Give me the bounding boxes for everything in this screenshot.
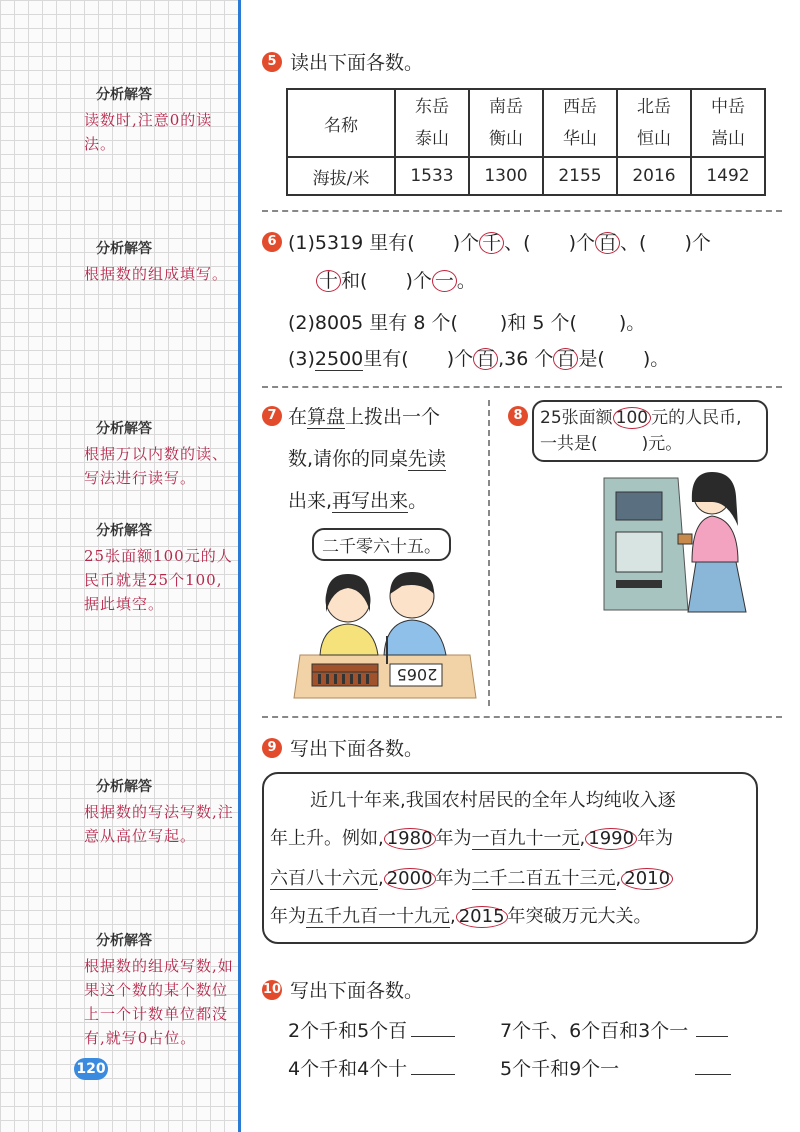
q7-line-2: 数,请你的同桌先读	[288, 448, 447, 470]
tip-title: 分析解答	[96, 241, 152, 257]
height-cell: 1492	[691, 157, 765, 195]
q5-title: 读出下面各数。	[290, 52, 424, 74]
tip-text: 读数时,注意0的读法。	[84, 111, 213, 153]
question-number: 10	[262, 980, 282, 1000]
tip-6	[84, 930, 234, 1050]
atm-woman-illustration	[600, 462, 750, 614]
divider	[262, 210, 782, 212]
tip-3	[84, 418, 234, 490]
q10-item: 7个千、6个百和3个一	[500, 1016, 728, 1043]
tip-title: 分析解答	[96, 421, 152, 437]
q6-line-1b: 十 和( )个 一 。	[316, 266, 476, 293]
divider	[262, 386, 782, 388]
tip-2	[84, 238, 234, 286]
tip-title: 分析解答	[96, 87, 152, 103]
q6-line-3: (3)2500里有( )个 百 ,36 个 百 是( )。	[288, 348, 670, 370]
vertical-divider	[488, 400, 490, 706]
mountain-cell: 中岳 嵩山	[691, 89, 765, 157]
written-number-card: 2065	[396, 665, 438, 684]
mountain-cell: 西岳 华山	[543, 89, 617, 157]
tip-text: 25张面额100元的人民币就是25个100,据此填空。	[84, 547, 233, 613]
divider	[262, 716, 782, 718]
question-number: 9	[262, 738, 282, 758]
tip-4	[84, 520, 234, 616]
altitude-table	[286, 88, 766, 196]
tip-title: 分析解答	[96, 933, 152, 949]
q6-line-1: (1)5319 里有( )个 千 、( )个 百 、( )个	[288, 232, 711, 254]
q10-item: 5个千和9个一	[500, 1054, 731, 1081]
question-number: 5	[262, 52, 282, 72]
tip-5	[84, 776, 234, 848]
children-abacus-illustration	[290, 560, 480, 702]
tip-text: 根据数的写法写数,注意从高位写起。	[84, 803, 234, 845]
mountain-cell: 南岳 衡山	[469, 89, 543, 157]
page-number: 120	[74, 1058, 108, 1080]
tip-text: 根据万以内数的读、写法进行读写。	[84, 445, 229, 487]
tip-title: 分析解答	[96, 779, 152, 795]
sidebar-border	[238, 0, 241, 1132]
mountain-cell: 北岳 恒山	[617, 89, 691, 157]
height-cell: 1533	[395, 157, 469, 195]
question-number: 8	[508, 406, 528, 426]
speech-bubble: 二千零六十五。	[312, 528, 451, 561]
q9-title: 写出下面各数。	[290, 738, 424, 760]
q6-line-2: (2)8005 里有 8 个( )和 5 个( )。	[288, 312, 646, 334]
passage-line-4: 年为五千九百一十九元, 2015 年突破万元大关。	[270, 906, 652, 927]
q10-item: 2个千和5个百	[288, 1016, 455, 1043]
passage-line-3: 六百八十六元, 2000 年为二千二百五十三元, 2010	[270, 864, 673, 890]
table-row-label: 海拔/米	[287, 157, 395, 195]
height-cell: 2016	[617, 157, 691, 195]
height-cell: 2155	[543, 157, 617, 195]
q10-title: 写出下面各数。	[290, 980, 424, 1002]
tip-text: 根据数的组成填写。	[84, 265, 229, 283]
table-header-label: 名称	[287, 89, 395, 157]
passage-line-1: 近几十年来,我国农村居民的全年人均纯收入逐	[310, 790, 676, 811]
q7-line-1: 在算盘上拨出一个	[288, 406, 441, 428]
mountain-cell: 东岳 泰山	[395, 89, 469, 157]
tip-text: 根据数的组成写数,如果这个数的某个数位上一个计数单位都没有,就写0占位。	[84, 957, 234, 1047]
height-cell: 1300	[469, 157, 543, 195]
speech-bubble: 25张面额 100 元的人民币, 一共是( )元。	[532, 400, 768, 462]
tip-1	[84, 84, 234, 156]
question-number: 7	[262, 406, 282, 426]
passage-box	[262, 772, 758, 944]
passage-line-2: 年上升。例如, 1980 年为一百九十一元, 1990 年为	[270, 828, 674, 849]
question-number: 6	[262, 232, 282, 252]
q10-item: 4个千和4个十	[288, 1054, 455, 1081]
tip-title: 分析解答	[96, 523, 152, 539]
q7-line-3: 出来,再写出来。	[288, 490, 428, 512]
